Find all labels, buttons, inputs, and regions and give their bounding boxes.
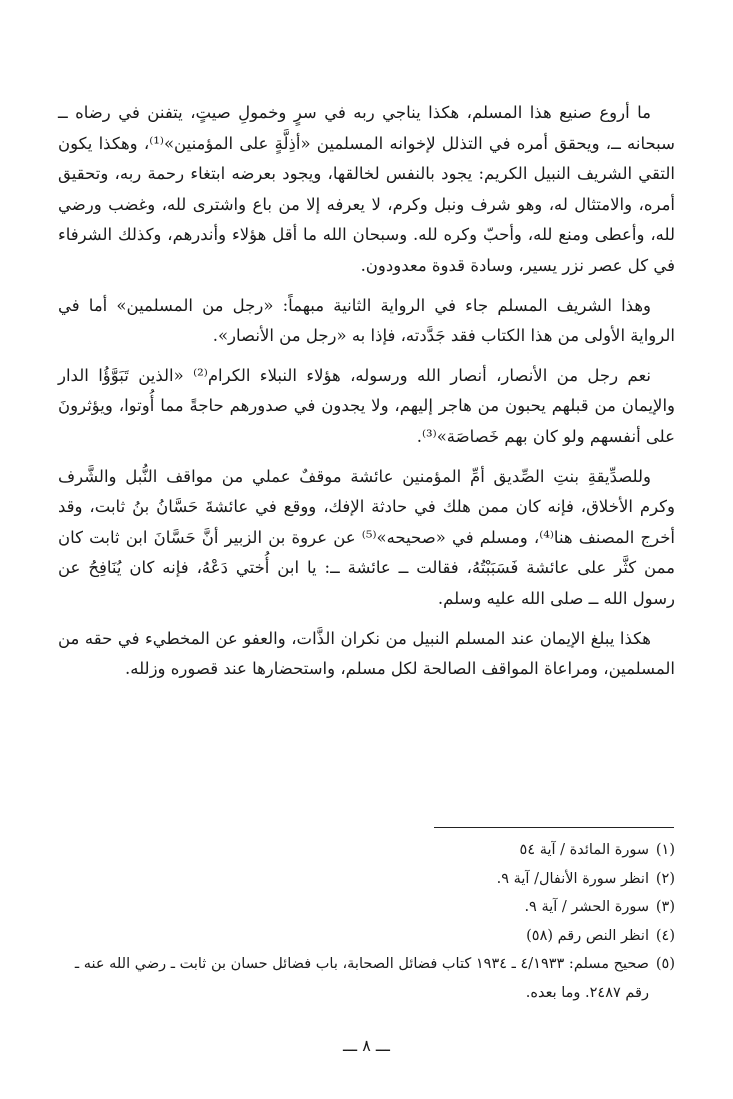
- footnote-text: سورة المائدة / آية ٥٤: [519, 842, 649, 858]
- paragraph: وللصدِّيقةِ بنتِ الصِّديق أمِّ المؤمنين عائشة موقفٌ عملي من مواقف النُّبل والشَّرف وكرم الأخلاق، فإنه كان ممن هلك في حادثة الإفك، ووقع في عائشةَ حَسَّانُ بنُ ثابت، وقد أخرج المصنف هنا⁽⁴⁾، ومسلم في «صحيحه»⁽⁵⁾ عن عروة بن الزبير أنَّ حَسَّانَ ابن ثابت كان ممن كثَّر على عائشة فَسَبَبْتُهُ، فقالت ــ عائشة ــ: يا ابن أُختي دَعْهُ، فإنه كان يُنَافِحُ عن رسول الله ــ صلى الله عليه وسلم.: [58, 466, 675, 608]
- footnote-number: (٣): [655, 899, 675, 915]
- paragraph: ما أروع صنيع هذا المسلم، هكذا يناجي ربه في سرٍ وخمولِ صيتٍ، يتفنن في رضاه ــ سبحانه ــ، ويحقق أمره في التذلل لإخوانه المسلمين «أذِلَّةٍ على المؤمنين»⁽¹⁾، وهكذا يكون التقي الشريف النبيل الكريم: يجود بالنفس لخالقها، ويجود بعرضه ابتغاء رحمة ربه، وتحقيق أمره، والامتثال له، وهو شرف ونبل وكرم، لا يعرفه إلا من باع واشترى لله، وغضب ورضي لله، وأعطى ومنع لله، وأحبّ وكره لله. وسبحان الله ما أقل هؤلاء وأندرهم، وكذلك الشرفاء في كل عصر نزر يسير، وسادة قدوة معدودون.: [58, 103, 675, 275]
- footnote-divider: [434, 827, 674, 828]
- footnote-item: [58, 865, 675, 894]
- page-number: ـــ ٨ ـــ: [343, 1036, 390, 1055]
- footnote-text: صحيح مسلم: ٤/١٩٣٣ ـ ١٩٣٤ كتاب فضائل الصحابة، باب فضائل حسان بن ثابت ـ رضي الله عنه ـ رقم ٢٤٨٧. وما بعده.: [74, 956, 649, 1001]
- footnote-item: [58, 836, 675, 865]
- footnote-item: [58, 950, 675, 1007]
- footnote-number: (٤): [655, 927, 675, 944]
- footnote-number: (٢): [655, 870, 675, 887]
- paragraph: وهذا الشريف المسلم جاء في الرواية الثانية مبهماً: «رجل من المسلمين» أما في الرواية الأولى من هذا الكتاب فقد جَدَّدته، فإذا به «رجل من الأنصار».: [58, 295, 675, 346]
- footnote-item: [58, 922, 675, 951]
- paragraph: نعم رجل من الأنصار، أنصار الله ورسوله، هؤلاء النبلاء الكرام⁽²⁾ «الذين تَبَوَّؤُا الدار والإيمان من قبلهم يحبون من هاجر إليهم، ولا يجدون في صدورهم حاجةً مما أُوتوا، ويؤثرونَ على أنفسهم ولو كان بهم خَصاصَة»⁽³⁾.: [58, 365, 675, 446]
- footnote-text: سورة الحشر / آية ٩.: [524, 899, 649, 915]
- footnotes: [58, 836, 675, 1007]
- footnote-item: [58, 893, 675, 922]
- main-text: [58, 98, 675, 694]
- footnote-text: انظر سورة الأنفال/ آية ٩.: [496, 870, 649, 887]
- paragraph: هكذا يبلغ الإيمان عند المسلم النبيل من نكران الذَّات، والعفو عن المخطيء في حقه من المسلمين، ومراعاة المواقف الصالحة لكل مسلم، واستحضارها عند قصوره وزلله.: [58, 628, 675, 679]
- footnote-number: (١): [655, 842, 675, 858]
- footnote-text: انظر النص رقم (٥٨): [526, 927, 649, 944]
- footnote-number: (٥): [655, 956, 675, 972]
